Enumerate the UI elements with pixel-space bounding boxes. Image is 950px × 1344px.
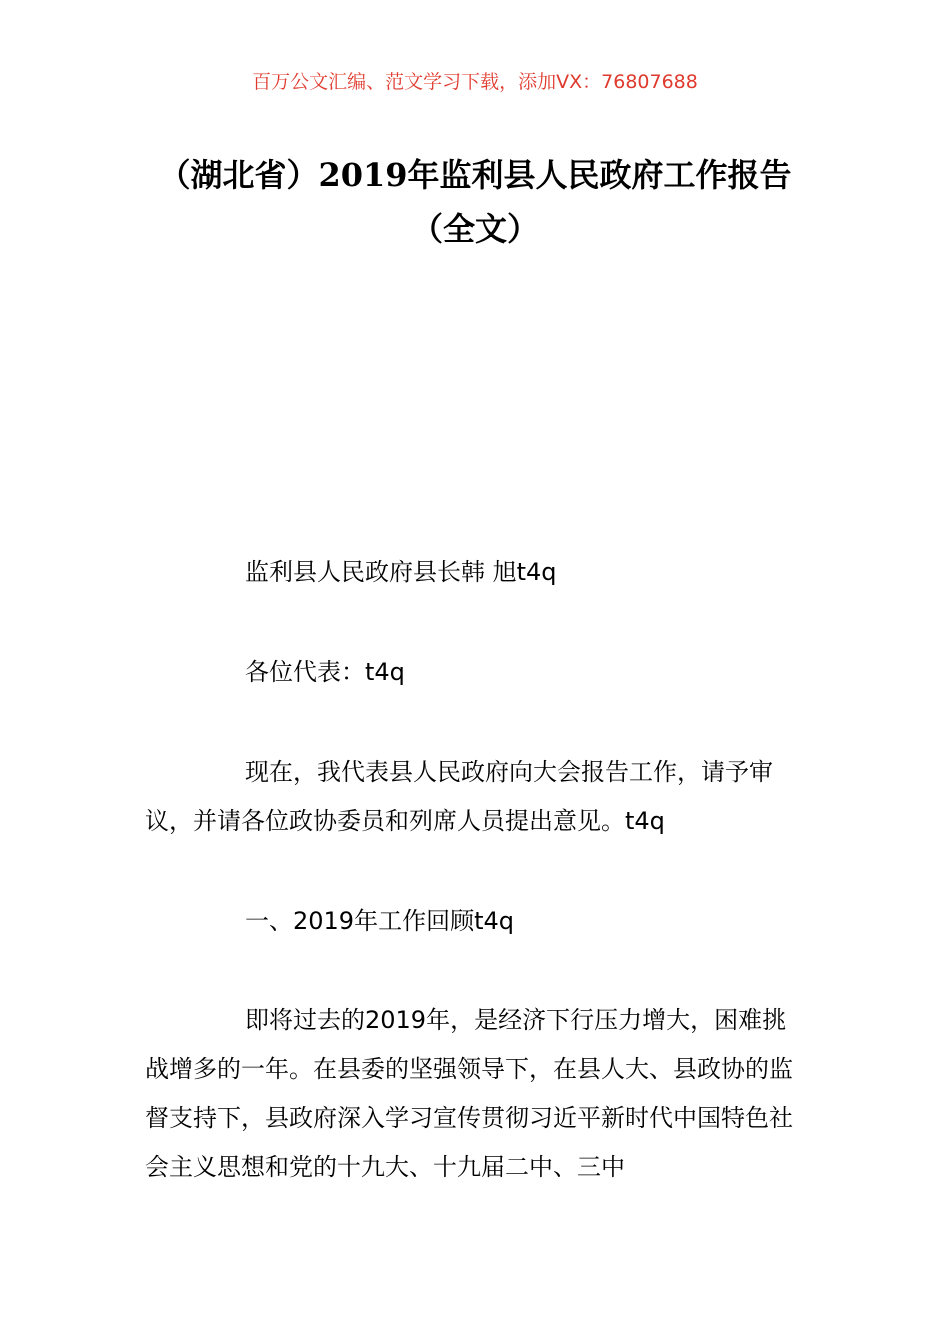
page-title: （湖北省）2019年监利县人民政府工作报告（全文）: [158, 156, 792, 248]
paragraph-salutation: 各位代表：t4q: [245, 658, 405, 686]
section-heading: 一、2019年工作回顾t4q: [245, 907, 514, 935]
paragraph-author: 监利县人民政府县长韩 旭t4q: [245, 558, 557, 586]
header-note: 百万公文汇编、范文学习下载，添加VX：76807688: [252, 71, 698, 93]
paragraph-review: 即将过去的2019年，是经济下行压力增大，困难挑战增多的一年。在县委的坚强领导下，在县人大、县政协的监督支持下，县政府深入学习宣传贯彻习近平新时代中国特色社会主义思想和党的十九大、十九届二中、三中: [145, 1006, 793, 1181]
paragraph-intro: 现在，我代表县人民政府向大会报告工作，请予审议，并请各位政协委员和列席人员提出意见。t4q: [145, 758, 773, 835]
